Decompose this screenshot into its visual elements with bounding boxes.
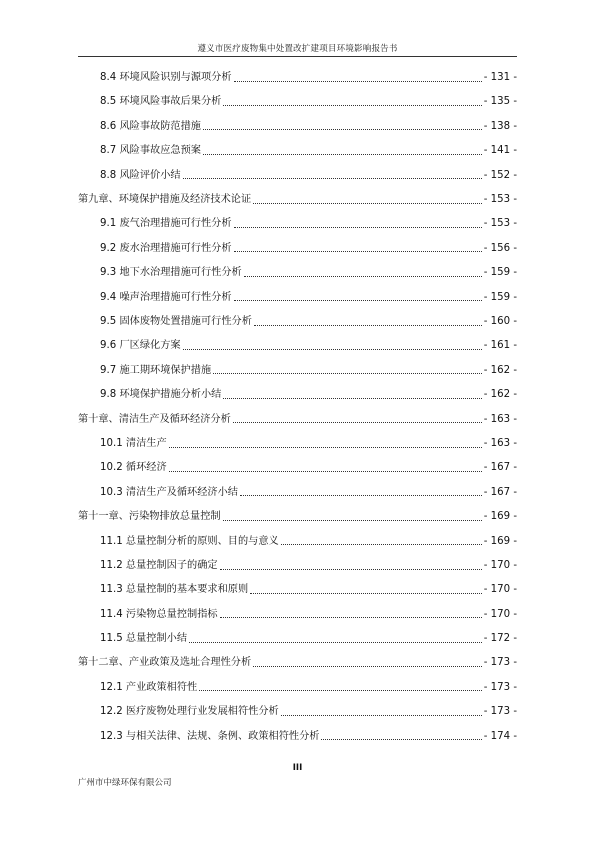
toc-entry-title: 9.1 废气治理措施可行性分析 [100, 218, 232, 230]
toc-section-entry[interactable] [78, 456, 517, 480]
running-header: 遵义市医疗废物集中处置改扩建项目环境影响报告书 [197, 44, 398, 54]
toc-entry-title: 8.5 环境风险事故后果分析 [100, 96, 222, 108]
toc-dot-leader [183, 349, 482, 350]
header-divider [78, 56, 517, 57]
toc-dot-leader [253, 203, 482, 204]
toc-entry-title: 第十二章、产业政策及选址合理性分析 [78, 657, 252, 669]
toc-entry-title: 第十章、清洁生产及循环经济分析 [78, 413, 231, 425]
toc-entry-title: 9.3 地下水治理措施可行性分析 [100, 267, 242, 279]
toc-section-entry[interactable] [78, 164, 517, 188]
toc-entry-page: - 173 - [483, 657, 517, 669]
toc-entry-title: 9.6 厂区绿化方案 [100, 340, 181, 352]
toc-entry-title: 9.5 固体废物处置措施可行性分析 [100, 316, 252, 327]
toc-section-entry[interactable] [78, 261, 517, 285]
toc-entry-title: 8.7 风险事故应急预案 [100, 145, 201, 157]
toc-entry-page: - 167 - [483, 462, 517, 474]
footer-company: 广州市中绿环保有限公司 [78, 778, 172, 788]
toc-entry-page: - 153 - [483, 194, 517, 206]
toc-entry-page: - 159 - [483, 267, 517, 279]
toc-entry-page: - 167 - [483, 486, 517, 498]
toc-entry-page: - 170 - [483, 608, 517, 620]
toc-entry-title: 10.3 清洁生产及循环经济小结 [100, 486, 238, 498]
toc-entry-page: - 159 - [483, 291, 517, 303]
toc-section-entry[interactable] [78, 310, 517, 334]
toc-entry-page: - 138 - [483, 120, 517, 132]
toc-section-entry[interactable] [78, 676, 517, 700]
toc-section-entry[interactable] [78, 237, 517, 261]
toc-dot-leader [223, 105, 481, 106]
toc-dot-leader [223, 520, 482, 521]
toc-dot-leader [169, 447, 482, 448]
toc-entry-page: - 162 - [483, 364, 517, 376]
toc-entry-title: 12.1 产业政策相符性 [100, 681, 198, 693]
toc-section-entry[interactable] [78, 66, 517, 90]
toc-dot-leader [233, 422, 482, 423]
toc-entry-title: 9.4 噪声治理措施可行性分析 [100, 291, 232, 303]
toc-section-entry[interactable] [78, 334, 517, 358]
toc-chapter-entry[interactable] [78, 651, 517, 675]
toc-dot-leader [223, 398, 481, 399]
toc-dot-leader [234, 227, 482, 228]
toc-entry-title: 11.4 污染物总量控制指标 [100, 608, 218, 620]
toc-section-entry[interactable] [78, 627, 517, 651]
toc-dot-leader [281, 715, 482, 716]
toc-entry-title: 10.2 循环经济 [100, 462, 167, 474]
toc-chapter-entry[interactable] [78, 188, 517, 212]
toc-entry-page: - 141 - [483, 145, 517, 157]
toc-section-entry[interactable] [78, 725, 517, 749]
toc-entry-title: 10.1 清洁生产 [100, 437, 167, 449]
toc-entry-page: - 161 - [483, 340, 517, 352]
toc-section-entry[interactable] [78, 481, 517, 505]
toc-dot-leader [321, 739, 481, 740]
toc-entry-title: 11.1 总量控制分析的原则、目的与意义 [100, 535, 279, 547]
toc-dot-leader [240, 495, 482, 496]
toc-chapter-entry[interactable] [78, 407, 517, 431]
toc-section-entry[interactable] [78, 212, 517, 236]
table-of-contents [78, 66, 517, 749]
toc-dot-leader [169, 471, 482, 472]
toc-dot-leader [220, 617, 482, 618]
toc-dot-leader [234, 81, 482, 82]
toc-entry-page: - 163 - [483, 413, 517, 425]
toc-dot-leader [244, 276, 482, 277]
toc-entry-page: - 172 - [483, 633, 517, 645]
toc-entry-page: - 174 - [483, 730, 517, 742]
toc-section-entry[interactable] [78, 139, 517, 163]
toc-dot-leader [199, 690, 481, 691]
toc-dot-leader [250, 593, 482, 594]
toc-entry-title: 9.2 废水治理措施可行性分析 [100, 242, 232, 254]
toc-chapter-entry[interactable] [78, 505, 517, 529]
toc-entry-page: - 173 - [483, 706, 517, 718]
toc-entry-title: 12.2 医疗废物处理行业发展相符性分析 [100, 706, 279, 718]
toc-entry-page: - 169 - [483, 511, 517, 523]
toc-entry-page: - 173 - [483, 681, 517, 693]
toc-dot-leader [281, 544, 482, 545]
toc-entry-page: - 169 - [483, 535, 517, 547]
toc-entry-page: - 156 - [483, 242, 517, 254]
toc-entry-page: - 152 - [483, 169, 517, 181]
toc-section-entry[interactable] [78, 578, 517, 602]
toc-entry-page: - 162 - [483, 389, 517, 401]
toc-dot-leader [234, 300, 482, 301]
toc-section-entry[interactable] [78, 432, 517, 456]
toc-entry-title: 8.8 风险评价小结 [100, 169, 181, 181]
toc-section-entry[interactable] [78, 603, 517, 627]
toc-entry-title: 第十一章、污染物排放总量控制 [78, 511, 221, 523]
toc-section-entry[interactable] [78, 90, 517, 114]
toc-entry-page: - 160 - [483, 316, 517, 327]
toc-dot-leader [183, 178, 482, 179]
toc-section-entry[interactable] [78, 359, 517, 383]
toc-dot-leader [234, 251, 482, 252]
toc-entry-title: 9.8 环境保护措施分析小结 [100, 389, 222, 401]
toc-entry-title: 12.3 与相关法律、法规、条例、政策相符性分析 [100, 730, 320, 742]
toc-section-entry[interactable] [78, 115, 517, 139]
toc-section-entry[interactable] [78, 286, 517, 310]
toc-dot-leader [220, 569, 482, 570]
toc-dot-leader [253, 666, 482, 667]
toc-section-entry[interactable] [78, 700, 517, 724]
toc-entry-page: - 170 - [483, 559, 517, 571]
toc-entry-title: 8.6 风险事故防范措施 [100, 120, 201, 132]
toc-entry-title: 11.3 总量控制的基本要求和原则 [100, 584, 249, 596]
toc-entry-page: - 131 - [483, 72, 517, 84]
toc-entry-title: 11.5 总量控制小结 [100, 633, 188, 645]
toc-dot-leader [254, 325, 482, 326]
toc-entry-page: - 135 - [483, 96, 517, 108]
toc-entry-title: 9.7 施工期环境保护措施 [100, 364, 212, 376]
toc-dot-leader [203, 154, 482, 155]
page-number: III [292, 763, 303, 773]
toc-dot-leader [203, 129, 482, 130]
toc-dot-leader [189, 642, 482, 643]
toc-entry-page: - 153 - [483, 218, 517, 230]
toc-entry-title: 8.4 环境风险识别与源项分析 [100, 72, 232, 84]
toc-entry-page: - 170 - [483, 584, 517, 596]
toc-entry-title: 11.2 总量控制因子的确定 [100, 559, 218, 571]
toc-section-entry[interactable] [78, 529, 517, 553]
toc-section-entry[interactable] [78, 383, 517, 407]
toc-entry-title: 第九章、环境保护措施及经济技术论证 [78, 194, 252, 206]
toc-dot-leader [213, 373, 482, 374]
toc-section-entry[interactable] [78, 554, 517, 578]
toc-entry-page: - 163 - [483, 437, 517, 449]
